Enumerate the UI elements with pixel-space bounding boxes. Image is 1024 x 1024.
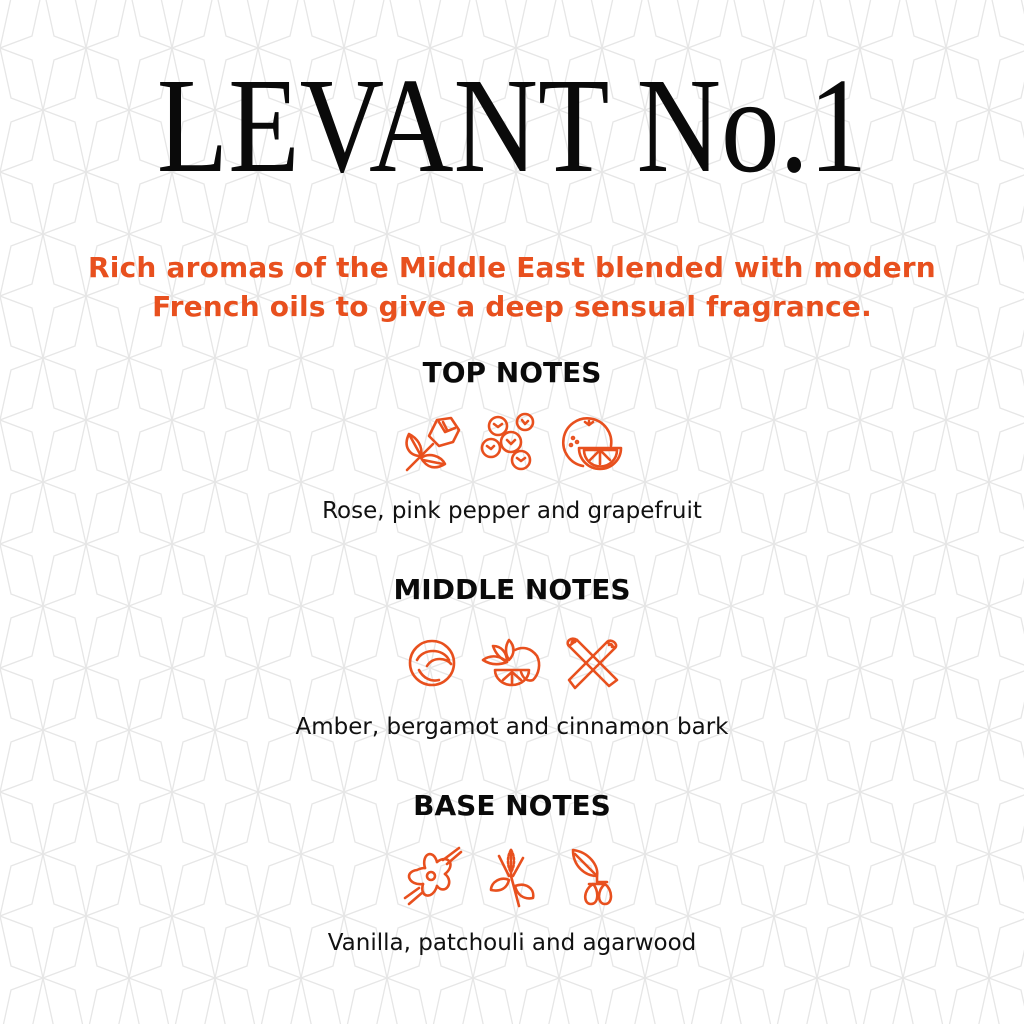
middle-notes-label: Amber, bergamot and cinnamon bark <box>295 714 729 740</box>
top-notes-label: Rose, pink pepper and grapefruit <box>322 498 702 524</box>
vanilla-icon <box>399 846 465 908</box>
amber-icon <box>399 632 465 694</box>
top-notes-icons <box>0 412 1024 474</box>
product-title: LEVANT No.1 <box>156 51 868 201</box>
base-notes-icons <box>0 846 1024 908</box>
product-tagline <box>0 248 1024 326</box>
pink-pepper-icon <box>479 412 545 474</box>
middle-notes-heading: MIDDLE NOTES <box>393 573 631 606</box>
cinnamon-bark-icon <box>559 632 625 694</box>
patchouli-icon <box>479 846 545 908</box>
top-notes-heading: TOP NOTES <box>422 356 602 389</box>
rose-icon <box>399 412 465 474</box>
middle-notes-icons <box>0 632 1024 694</box>
tagline-line-1: Rich aromas of the Middle East blended with modern <box>88 251 936 284</box>
grapefruit-icon <box>559 412 625 474</box>
agarwood-icon <box>559 846 625 908</box>
bergamot-icon <box>479 632 545 694</box>
base-notes-heading: BASE NOTES <box>413 789 611 822</box>
tagline-line-2: French oils to give a deep sensual fragrance. <box>152 290 872 323</box>
base-notes-label: Vanilla, patchouli and agarwood <box>327 930 697 956</box>
